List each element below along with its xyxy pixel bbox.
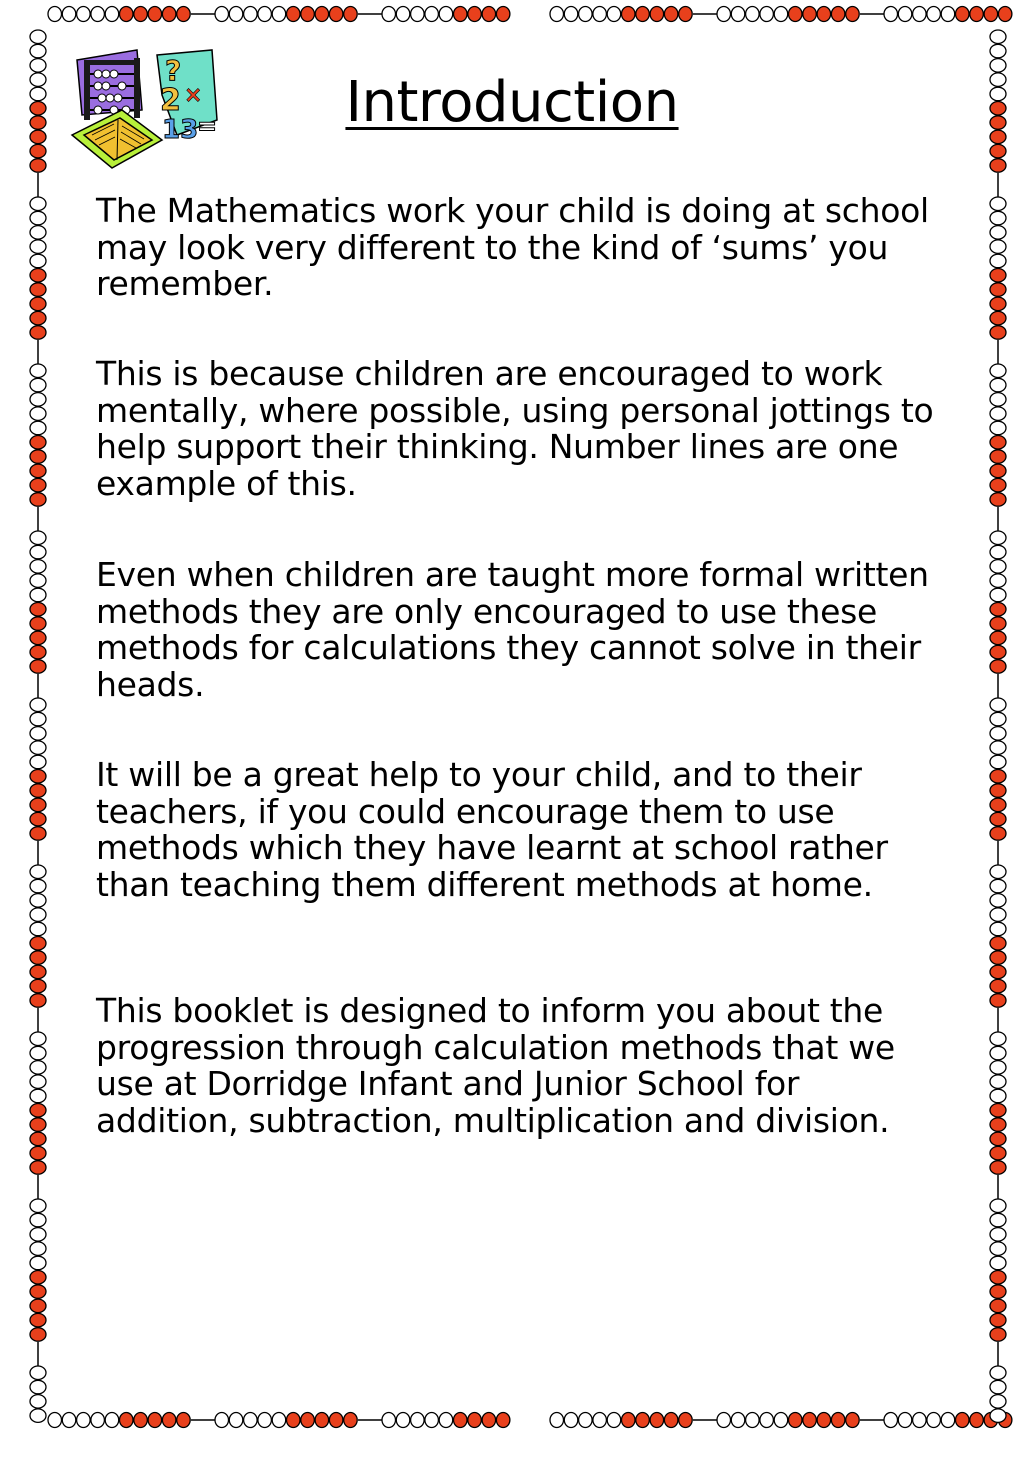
svg-text:?: ? (165, 54, 182, 87)
svg-text:×: × (184, 83, 203, 108)
paragraph-booklet-purpose: This booklet is designed to inform you about the progression through calculation methods that we use at Dorridge Infant and Junior School for addition, subtraction, multiplication and division. (96, 991, 895, 1140)
paragraph-mental-methods: This is because children are encouraged to work mentally, where possible, using personal jottings to help support their thinking. Number lines are one example of this. (96, 354, 934, 503)
svg-text:13: 13 (162, 115, 199, 145)
maths-clipart-icon (62, 40, 222, 180)
paragraph-help-request: It will be a great help to your child, and to their teachers, if you could encourage them to use methods which they have learnt at school rather than teaching them different methods at home. (96, 755, 888, 904)
svg-text:2: 2 (160, 83, 181, 118)
paragraph-formal-methods: Even when children are taught more formal written methods they are only encouraged to use these methods for calculations they cannot solve in their heads. (96, 555, 929, 704)
svg-text:=: = (197, 112, 218, 140)
paragraph-intro: The Mathematics work your child is doing at school may look very different to the kind of ‘sums’ you remember. (96, 191, 929, 303)
page-title: Introduction (345, 70, 679, 135)
